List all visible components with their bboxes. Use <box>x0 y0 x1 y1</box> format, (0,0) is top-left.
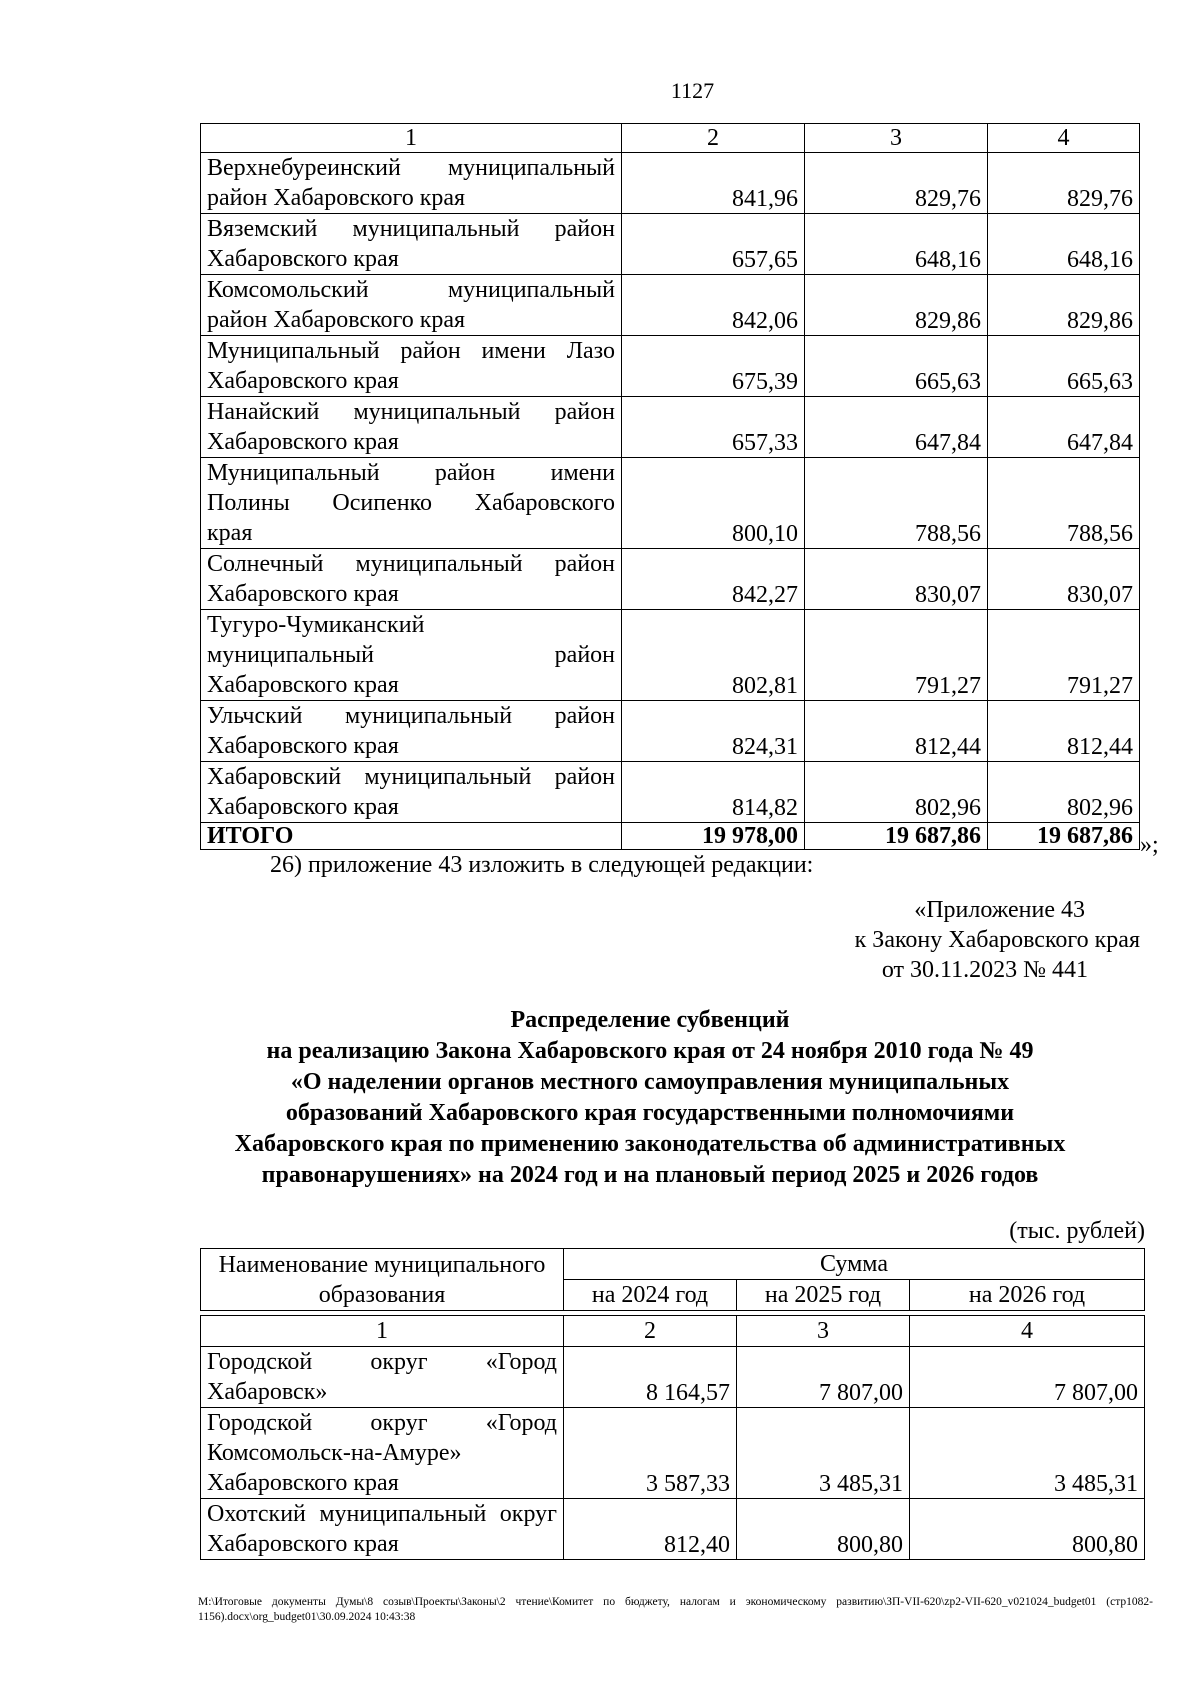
value-2025: 791,27 <box>805 610 988 701</box>
table-row <box>201 275 1140 336</box>
table-row <box>201 1347 1145 1408</box>
value-2025: 830,07 <box>805 549 988 610</box>
appendix-line: от 30.11.2023 № 441 <box>881 957 1088 983</box>
title-line: Хабаровского края по применению законодательства об административных <box>234 1131 1066 1157</box>
value-2026: 800,80 <box>910 1499 1145 1560</box>
name-line: муниципальный район <box>207 642 615 668</box>
name-line: Хабаровского края <box>207 733 399 759</box>
header-sum: Сумма <box>564 1249 1145 1280</box>
table-row <box>201 549 1140 610</box>
appendix-line: «Приложение 43 <box>914 897 1085 923</box>
name-line: Комсомольский муниципальный <box>207 277 615 303</box>
table-row <box>201 458 1140 549</box>
name-line: Солнечный муниципальный район <box>207 551 615 577</box>
table-row <box>201 1408 1145 1499</box>
municipality-name <box>201 701 622 762</box>
value-2026: 788,56 <box>988 458 1140 549</box>
table-header-row <box>201 1249 1145 1280</box>
name-line: Хабаровского края <box>207 1470 399 1496</box>
value-2026: 830,07 <box>988 549 1140 610</box>
value-2025: 800,80 <box>737 1499 910 1560</box>
name-line: края <box>207 520 253 546</box>
distribution-table-continued <box>200 123 1140 850</box>
value-2026: 829,76 <box>988 153 1140 214</box>
name-line: Хабаровского края <box>207 429 399 455</box>
value-2024: 842,27 <box>622 549 805 610</box>
column-number: 4 <box>910 1316 1145 1347</box>
value-2026: 648,16 <box>988 214 1140 275</box>
amendment-paragraph: 26) приложение 43 изложить в следующей редакции: <box>270 852 814 878</box>
title-line: правонарушениях» на 2024 год и на плановый период 2025 и 2026 годов <box>261 1162 1039 1188</box>
municipality-name <box>201 397 622 458</box>
value-2026: 665,63 <box>988 336 1140 397</box>
value-2024: 841,96 <box>622 153 805 214</box>
name-line: Хабаровского края <box>207 246 399 272</box>
value-2025: 812,44 <box>805 701 988 762</box>
name-line: район Хабаровского края <box>207 185 466 211</box>
name-line: Охотский муниципальный округ <box>207 1501 557 1527</box>
total-row <box>201 823 1140 850</box>
name-line: Ульчский муниципальный район <box>207 703 615 729</box>
column-number: 3 <box>737 1316 910 1347</box>
value-2024: 812,40 <box>564 1499 737 1560</box>
file-path-footer: M:\Итоговые документы Думы\8 созыв\Проекты\Законы\2 чтение\Комитет по бюджету, налогам и экономическому развитию\ЗП-VII-620\zp2-VII-620_v021024_budget01 (стр1082-1156).docx\org_budget01\30.09.2024 10:43:38 <box>198 1596 1153 1623</box>
value-2025: 648,16 <box>805 214 988 275</box>
value-2024: 824,31 <box>622 701 805 762</box>
value-2025: 802,96 <box>805 762 988 823</box>
value-2025: 665,63 <box>805 336 988 397</box>
table-row <box>201 153 1140 214</box>
name-line: Хабаровский муниципальный район <box>207 764 615 790</box>
header-2026: на 2026 год <box>910 1280 1145 1311</box>
appendix-heading <box>855 895 1140 985</box>
page-number: 1127 <box>670 78 715 103</box>
municipality-name <box>201 1408 564 1499</box>
table-row <box>201 762 1140 823</box>
total-2024: 19 978,00 <box>622 823 805 850</box>
value-2024: 800,10 <box>622 458 805 549</box>
value-2026: 812,44 <box>988 701 1140 762</box>
name-line: Вяземский муниципальный район <box>207 216 615 242</box>
value-2024: 657,33 <box>622 397 805 458</box>
municipality-name <box>201 214 622 275</box>
table-row <box>201 214 1140 275</box>
column-number: 2 <box>564 1316 737 1347</box>
name-line: Хабаровского края <box>207 581 399 607</box>
name-line: Тугуро-Чумиканский <box>207 612 425 638</box>
municipality-name <box>201 275 622 336</box>
value-2024: 675,39 <box>622 336 805 397</box>
value-2026: 7 807,00 <box>910 1347 1145 1408</box>
value-2024: 802,81 <box>622 610 805 701</box>
value-2025: 788,56 <box>805 458 988 549</box>
value-2024: 814,82 <box>622 762 805 823</box>
name-line: район Хабаровского края <box>207 307 466 333</box>
municipality-name <box>201 458 622 549</box>
value-2026: 791,27 <box>988 610 1140 701</box>
name-line: Верхнебуреинский муниципальный <box>207 155 615 181</box>
value-2024: 3 587,33 <box>564 1408 737 1499</box>
document-title <box>150 1005 1150 1191</box>
value-2025: 3 485,31 <box>737 1408 910 1499</box>
municipality-name <box>201 610 622 701</box>
municipality-name <box>201 1347 564 1408</box>
value-2024: 8 164,57 <box>564 1347 737 1408</box>
value-2025: 647,84 <box>805 397 988 458</box>
name-line: Хабаровского края <box>207 794 399 820</box>
title-line: образований Хабаровского края государственными полномочиями <box>285 1100 1015 1126</box>
name-line: Комсомольск-на-Амуре» <box>207 1440 462 1466</box>
table-row <box>201 336 1140 397</box>
closing-quote-mark: »; <box>1140 832 1159 858</box>
header-2024: на 2024 год <box>564 1280 737 1311</box>
total-2025: 19 687,86 <box>805 823 988 850</box>
value-2025: 829,86 <box>805 275 988 336</box>
value-2026: 829,86 <box>988 275 1140 336</box>
name-line: Городской округ «Город <box>207 1349 557 1375</box>
municipality-name <box>201 762 622 823</box>
column-number: 3 <box>805 124 988 153</box>
name-line: Муниципальный район имени Лазо <box>207 338 615 364</box>
table-row <box>201 397 1140 458</box>
name-line: Муниципальный район имени <box>207 460 615 486</box>
subvention-table <box>200 1248 1145 1560</box>
value-2025: 829,76 <box>805 153 988 214</box>
header-municipality: Наименование муниципального образования <box>201 1249 564 1311</box>
table-row <box>201 610 1140 701</box>
name-line: Городской округ «Город <box>207 1410 557 1436</box>
value-2024: 657,65 <box>622 214 805 275</box>
column-number: 1 <box>201 124 622 153</box>
column-number: 1 <box>201 1316 564 1347</box>
value-2024: 842,06 <box>622 275 805 336</box>
total-label: ИТОГО <box>201 823 622 850</box>
numbering-row <box>201 1316 1145 1347</box>
table-header-row <box>201 124 1140 153</box>
column-number: 2 <box>622 124 805 153</box>
appendix-line: к Закону Хабаровского края <box>854 927 1140 953</box>
header-2025: на 2025 год <box>737 1280 910 1311</box>
name-line: Нанайский муниципальный район <box>207 399 615 425</box>
table-row <box>201 1499 1145 1560</box>
column-number: 4 <box>988 124 1140 153</box>
units-label: (тыс. рублей) <box>1009 1218 1145 1244</box>
value-2026: 647,84 <box>988 397 1140 458</box>
name-line: Хабаровского края <box>207 672 399 698</box>
name-line: Хабаровского края <box>207 368 399 394</box>
value-2026: 3 485,31 <box>910 1408 1145 1499</box>
total-2026: 19 687,86 <box>988 823 1140 850</box>
value-2025: 7 807,00 <box>737 1347 910 1408</box>
municipality-name <box>201 153 622 214</box>
title-line: на реализацию Закона Хабаровского края от 24 ноября 2010 года № 49 <box>266 1038 1034 1064</box>
title-line: Распределение субвенций <box>510 1007 790 1033</box>
municipality-name <box>201 336 622 397</box>
municipality-name <box>201 1499 564 1560</box>
table-row <box>201 701 1140 762</box>
name-line: Хабаровского края <box>207 1531 399 1557</box>
title-line: «О наделении органов местного самоуправления муниципальных <box>290 1069 1010 1095</box>
name-line: Хабаровск» <box>207 1379 328 1405</box>
name-line: Полины Осипенко Хабаровского <box>207 490 615 516</box>
municipality-name <box>201 549 622 610</box>
value-2026: 802,96 <box>988 762 1140 823</box>
